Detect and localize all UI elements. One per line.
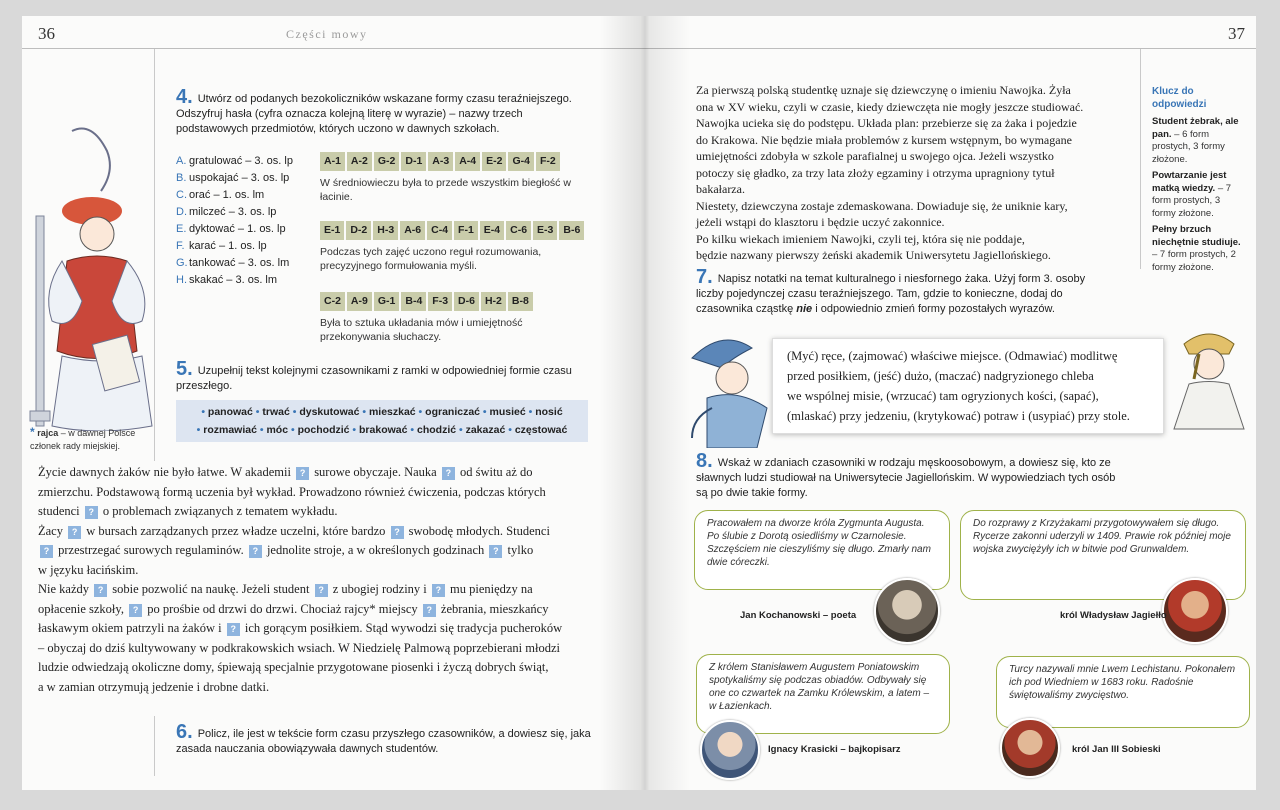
gap-box: ? [489, 545, 502, 558]
word-item: rozmawiać [203, 424, 257, 436]
code-cell: A-2 [347, 152, 372, 171]
text-line: ludzie odwiedzają okoliczne domy, śpiewają specjalnie przygotowane piosenki i życzą dobrych świąt, [38, 660, 549, 674]
code-cell: C-4 [427, 221, 452, 240]
code-cell: H-3 [373, 221, 398, 240]
answer-key-title: Klucz do odpowiedzi [1152, 86, 1207, 110]
option-f: F. karać – 1. os. lp [176, 240, 267, 252]
text-line: Żacy ? w bursach zarządzanych przez władze uczelni, które bardzo ? swobodę młodych. Studenci [38, 523, 550, 538]
paragraph-line: Po kilku wiekach imieniem Nawojki, czyli tej, która się nie poddaje, [696, 231, 1025, 246]
page-number-left: 36 [38, 24, 55, 43]
word-box-line-1 [184, 403, 580, 421]
gap-box: ? [249, 545, 262, 558]
quote-jagiello: Do rozprawy z Krzyżakami przygotowywałem się długo. Rycerze zakonni uderzyli w 1409. Prawie rok później moje wojska zwyciężyły ich w bitwie pod Grunwaldem. [973, 518, 1231, 555]
text-line: studenci ? o problemach związanych z tematem wykładu. [38, 504, 338, 518]
option-d: D. milczeć – 3. os. lp [176, 206, 277, 218]
word-bullet: • [288, 424, 298, 436]
task-5-instruction [176, 358, 590, 394]
word-item: panować [207, 406, 253, 418]
word-bullet: • [201, 406, 208, 418]
text-line: Nie każdy ? sobie pozwolić na naukę. Jeżeli student ? z ubogiej rodziny i ? mu pieniędzy na [38, 582, 533, 596]
polite-student-illustration [1164, 324, 1254, 434]
running-head: Części mowy [286, 27, 368, 41]
text-line: – obyczaj do dziś kultywowany w podkrakowskich wsiach. W Niedzielę Palmową poprzebierani młodzi [38, 640, 560, 655]
header-rule [22, 48, 644, 49]
word-bullet: • [505, 424, 515, 436]
quote-bubble-sobieski [996, 656, 1250, 728]
gap-box: ? [40, 545, 53, 558]
task-7-instruction [696, 266, 1112, 317]
gap-box: ? [68, 526, 81, 539]
gap-box: ? [442, 467, 455, 480]
footnote-mark: * [30, 425, 35, 439]
task-7-text-pre: Napisz notatki na temat kulturalnego i niesfornego żaka. Użyj form 3. osoby liczby pojedynczej czasu teraźniejszego. Tam, gdzie to konieczne, dodaj do czasownika cząstkę [696, 273, 1086, 315]
portrait-sobieski [1000, 718, 1060, 778]
page-number-right: 37 [1228, 24, 1245, 43]
option-c: C. orać – 1. os. lm [176, 189, 265, 201]
paragraph-line: ona w XV wieku, czyli w czasie, kiedy dziewczęta nie mogły jeszcze studiować. [696, 99, 1084, 114]
code-cell: A-1 [320, 152, 345, 171]
card-line-3: we wspólnej misie, (wrzucać) tam ogryzionych kości, (sapać), [787, 389, 1099, 403]
card-line-4: (mlaskać) przy jedzeniu, (krytykować) potraw i (usypiać) przy stole. [787, 409, 1130, 423]
code-cell: F-2 [536, 152, 560, 171]
code-cell: A-9 [347, 292, 372, 311]
code-cell: B-8 [508, 292, 533, 311]
code-cell: E-3 [533, 221, 557, 240]
task-8-instruction [696, 450, 1116, 501]
paragraph-line: umiejętności zdobyła w szkole parafialnej u swojego ojca. Jeżeli wszystko [696, 149, 1054, 163]
task-6-instruction [176, 721, 606, 757]
option-h: H. skakać – 3. os. lm [176, 274, 278, 286]
paragraph-line: potoczy się gładko, za trzy lata złoży egzaminy i otrzyma upragniony tytuł [696, 165, 1055, 180]
word-bullet: • [349, 424, 360, 436]
caption-sobieski: król Jan III Sobieski [1072, 744, 1161, 755]
task-6-text: Policz, ile jest w tekście form czasu przyszłego czasowników, a dowiesz się, jaka zasada nauczania obowiązywała dawnych studentów. [176, 728, 591, 755]
text-line: ? przestrzegać surowych regulaminów. ? jednolite stroje, a w określonych godzinach ? tylko [38, 541, 628, 561]
code-cell: F-1 [454, 221, 478, 240]
caption-kochanowski: Jan Kochanowski – poeta [740, 610, 857, 621]
word-bullet: • [359, 406, 369, 418]
code-cell: B-6 [559, 221, 584, 240]
option-g: G.tankować – 3. os. lm [176, 257, 290, 269]
portrait-kochanowski [874, 578, 940, 644]
text-line: łaskawym okiem patrzyli na żaków i ? ich gorącym posiłkiem. Stąd wywodzi się tradycja pucheroków [38, 621, 563, 635]
quote-kochanowski: Pracowałem na dworze króla Zygmunta Augusta. Po ślubie z Dorotą osiedliśmy w Czarnolesie. Szczęściem nie cieszyliśmy się długo. Zmarły nam dwie córeczki. [707, 518, 931, 568]
portrait-jagiello [1162, 578, 1228, 644]
code-cell: H-2 [481, 292, 506, 311]
task-7-text-post: i odpowiednio zmień formy pozostałych wyrazów. [812, 303, 1055, 315]
portrait-krasicki [700, 720, 760, 780]
code-cell: D-6 [454, 292, 479, 311]
code-row-3 [320, 292, 570, 311]
paragraph-line: do Krakowa. Nie będzie miała problemów z kursem wstępnym, bo wymagane [696, 132, 1072, 147]
footnote-term: rajca [37, 428, 59, 438]
footnote-definition: – w dawnej Polsce członek rady miejskiej. [30, 428, 136, 451]
code-cell: G-2 [374, 152, 400, 171]
task-4-options [176, 153, 293, 289]
code-cell: E-2 [482, 152, 506, 171]
card-line-2: przed posiłkiem, (jeść) dużo, (maczać) nadgryzionego chleba [787, 369, 1094, 383]
code-grid-1 [320, 152, 590, 204]
word-item: trwać [262, 406, 290, 418]
paragraph-line: Nawojka ucieka się do podstępu. Układa plan: przebierze się za żaka i pojedzie [696, 116, 1077, 130]
answer-key [1152, 86, 1246, 278]
gap-box: ? [423, 604, 436, 617]
word-box [176, 400, 588, 442]
word-bullet: • [289, 406, 300, 418]
word-bullet: • [407, 424, 417, 436]
gap-box: ? [129, 604, 142, 617]
code-row-2 [320, 221, 590, 240]
code-cell: E-4 [480, 221, 504, 240]
answer-key-item-2: Powtarzanie jest matką wiedzy. – 7 form prostych, 3 formy złożone. [1152, 170, 1232, 219]
gap-box: ? [432, 584, 445, 597]
word-bullet: • [525, 406, 536, 418]
task-8-number: 8. [696, 450, 713, 472]
student-illustration [22, 111, 157, 431]
left-page [22, 16, 644, 790]
word-item: musieć [489, 406, 526, 418]
gap-box: ? [296, 467, 309, 480]
word-bullet: • [415, 406, 426, 418]
word-item: móc [266, 424, 289, 436]
text-line: opłacenie szkoły, ? po prośbie od drzwi do drzwi. Chociaż rajcy* miejscy ? żebrania, mieszkańcy [38, 601, 549, 616]
task-6-number: 6. [176, 721, 193, 743]
code-cell: C-6 [506, 221, 531, 240]
task-5-text: Uzupełnij tekst kolejnymi czasownikami z ramki w odpowiedniej formie czasu przeszłego. [176, 365, 572, 392]
task-5-body-text [38, 463, 628, 697]
word-bullet: • [196, 424, 204, 436]
task-8-text: Wskaż w zdaniach czasowniki w rodzaju męskoosobowym, a dowiesz się, kto ze sławnych ludzi studiował na Uniwersytecie Jagiellońskim. W wypowiedziach tych osób są po dwie takie formy. [696, 457, 1116, 499]
code-caption-3: Była to sztuka układania mów i umiejętność przekonywania słuchaczy. [320, 317, 523, 343]
gap-box: ? [391, 526, 404, 539]
paragraph-line: Za pierwszą polską studentkę uznaje się dziewczynę o imieniu Nawojka. Żyła [696, 83, 1071, 97]
right-page [644, 16, 1256, 790]
unruly-student-illustration [682, 328, 782, 448]
caption-krasicki: Ignacy Krasicki – bajkopisarz [768, 744, 901, 755]
word-item: brakować [359, 424, 408, 436]
text-line: a w zamian otrzymują jedzenie i drobne datki. [38, 679, 270, 694]
answer-key-item-3: Pełny brzuch niechętnie studiuje. – 7 form prostych, 2 formy złożone. [1152, 224, 1241, 273]
code-cell: E-1 [320, 221, 344, 240]
footnote [30, 426, 160, 453]
option-e: E. dyktować – 1. os. lp [176, 223, 286, 235]
nawojka-paragraph [696, 82, 1136, 264]
word-item: nosić [535, 406, 563, 418]
word-item: ograniczać [425, 406, 481, 418]
answer-key-item-1: Student żebrak, ale pan. – 6 form prostych, 3 formy złożone. [1152, 116, 1239, 165]
task-4-text: Utwórz od podanych bezokoliczników wskazane formy czasu teraźniejszego. Odszyfruj hasła (cyfra oznacza kolejną literę w wyrazie) – nazwy trzech podstawowych przedmiotów, których uczono w dawnych szkołach. [176, 93, 572, 135]
task-7-emphasis: nie [796, 303, 813, 315]
word-bullet: • [252, 406, 263, 418]
word-item: dyskutować [299, 406, 360, 418]
code-cell: A-3 [428, 152, 453, 171]
word-item: zakazać [465, 424, 506, 436]
task-4-instruction [176, 86, 590, 137]
gap-box: ? [94, 584, 107, 597]
text-line: Życie dawnych żaków nie było łatwe. W akademii ? surowe obyczaje. Nauka ? od świtu aż do [38, 465, 533, 479]
task-7-card [772, 338, 1164, 434]
key-rule [1140, 49, 1141, 269]
text-line: w języku łacińskim. [38, 562, 139, 577]
task-4-number: 4. [176, 86, 193, 108]
gap-box: ? [85, 506, 98, 519]
caption-jagiello: król Władysław Jagiełło [1060, 610, 1167, 621]
word-item: mieszkać [368, 406, 416, 418]
code-cell: A-6 [400, 221, 425, 240]
code-cell: A-4 [455, 152, 480, 171]
paragraph-line: Niestety, dziewczyna zostaje zdemaskowana. Dowiaduje się, że uniknie kary, [696, 198, 1068, 213]
code-cell: D-1 [401, 152, 426, 171]
text-line: zmierzchu. Podstawową formą uczenia był wykład. Prowadzono również ćwiczenia, podczas których [38, 484, 546, 499]
word-bullet: • [256, 424, 267, 436]
paragraph-line: jeżeli wstąpi do klasztoru i będzie uczyć zakonnice. [696, 215, 945, 229]
code-cell: G-1 [374, 292, 400, 311]
option-b: B. uspokajać – 3. os. lp [176, 172, 290, 184]
code-grid-3 [320, 292, 570, 344]
code-grid-2 [320, 221, 590, 273]
word-bullet: • [456, 424, 466, 436]
code-cell: G-4 [508, 152, 534, 171]
word-item: częstować [514, 424, 568, 436]
word-box-line-2 [184, 421, 580, 439]
gap-box: ? [227, 623, 240, 636]
code-caption-1: W średniowieczu była to przede wszystkim biegłość w łacinie. [320, 177, 571, 203]
task-5-number: 5. [176, 358, 193, 380]
word-item: pochodzić [297, 424, 350, 436]
word-item: chodzić [416, 424, 457, 436]
card-line-1: (Myć) ręce, (zajmować) właściwe miejsce. (Odmawiać) modlitwę [787, 349, 1118, 363]
quote-krasicki: Z królem Stanisławem Augustem Poniatowskim spotykaliśmy się podczas obiadów. Odbywały się one co czwartek na Zamku Królewskim, a latem – w Łazienkach. [709, 662, 930, 712]
paragraph-line: będzie nazwany pierwszy żeński akademik Uniwersytetu Jagiellońskiego. [696, 248, 1051, 262]
code-cell: D-2 [346, 221, 371, 240]
gap-box: ? [315, 584, 328, 597]
header-rule-right [644, 48, 1256, 49]
code-cell: B-4 [401, 292, 426, 311]
paragraph-line: bakałarza. [696, 182, 745, 196]
option-a: A. gratulować – 3. os. lp [176, 155, 293, 167]
word-bullet: • [480, 406, 490, 418]
task-7-number: 7. [696, 266, 713, 288]
code-cell: F-3 [428, 292, 452, 311]
quote-sobieski: Turcy nazywali mnie Lwem Lechistanu. Pokonałem ich pod Wiedniem w 1683 roku. Radośnie świętowaliśmy zwycięstwo. [1009, 664, 1236, 701]
margin-rule-bottom [154, 716, 155, 776]
code-caption-2: Podczas tych zajęć uczono reguł rozumowania, precyzyjnego formułowania myśli. [320, 246, 542, 272]
code-row-1 [320, 152, 590, 171]
code-cell: C-2 [320, 292, 345, 311]
